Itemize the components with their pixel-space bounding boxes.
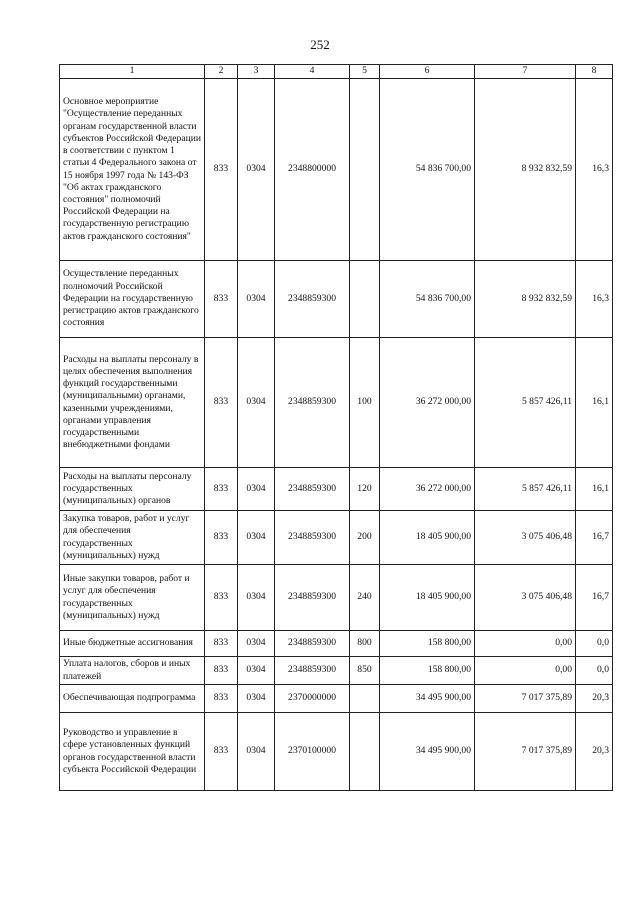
execution-percent: 16,7 — [576, 511, 613, 565]
plan-amount: 158 800,00 — [380, 631, 475, 657]
table-row — [60, 685, 613, 713]
expense-name: Основное мероприятие "Осуществление переданных органам государственной власти субъектов Российской Федерации в соответствии с пунктом 1 статьи 4 Федерального закона от 15 ноября 1997 года № 143-ФЗ "Об актах гражданского состояния" полномочий Российской Федерации на государственную регистрацию актов гражданского состояния" — [60, 79, 205, 261]
execution-percent: 16,3 — [576, 79, 613, 261]
plan-amount: 34 495 900,00 — [380, 713, 475, 791]
target-code: 2370000000 — [275, 685, 350, 713]
target-code: 2348859300 — [275, 631, 350, 657]
fact-amount: 5 857 426,11 — [475, 338, 576, 468]
column-header-8: 8 — [576, 65, 613, 79]
plan-amount: 34 495 900,00 — [380, 685, 475, 713]
column-header-1: 1 — [60, 65, 205, 79]
fact-amount: 8 932 832,59 — [475, 79, 576, 261]
target-code: 2348859300 — [275, 338, 350, 468]
fact-amount: 3 075 406,48 — [475, 511, 576, 565]
grbs-code: 833 — [205, 468, 238, 511]
execution-percent: 16,1 — [576, 468, 613, 511]
grbs-code: 833 — [205, 338, 238, 468]
table-row — [60, 657, 613, 685]
plan-amount: 36 272 000,00 — [380, 338, 475, 468]
fact-amount: 0,00 — [475, 631, 576, 657]
fact-amount: 7 017 375,89 — [475, 685, 576, 713]
table-row — [60, 468, 613, 511]
section-code: 0304 — [238, 565, 275, 631]
section-code: 0304 — [238, 261, 275, 338]
grbs-code: 833 — [205, 657, 238, 685]
column-header-5: 5 — [350, 65, 380, 79]
grbs-code: 833 — [205, 79, 238, 261]
table-row — [60, 713, 613, 791]
grbs-code: 833 — [205, 631, 238, 657]
grbs-code: 833 — [205, 261, 238, 338]
expense-name: Иные закупки товаров, работ и услуг для обеспечения государственных (муниципальных) нужд — [60, 565, 205, 631]
plan-amount: 54 836 700,00 — [380, 79, 475, 261]
expense-name: Расходы на выплаты персоналу в целях обеспечения выполнения функций государственными (муниципальными) органами, казенными учреждениями, органами управления государственными внебюджетными фондами — [60, 338, 205, 468]
plan-amount: 54 836 700,00 — [380, 261, 475, 338]
expense-name: Руководство и управление в сфере установленных функций органов государственной власти субъекта Российской Федерации — [60, 713, 205, 791]
plan-amount: 36 272 000,00 — [380, 468, 475, 511]
section-code: 0304 — [238, 657, 275, 685]
target-code: 2348859300 — [275, 468, 350, 511]
execution-percent: 20,3 — [576, 713, 613, 791]
target-code: 2348859300 — [275, 657, 350, 685]
expense-type-code: 850 — [350, 657, 380, 685]
table-row — [60, 261, 613, 338]
section-code: 0304 — [238, 338, 275, 468]
column-header-7: 7 — [475, 65, 576, 79]
expense-type-code — [350, 713, 380, 791]
section-code: 0304 — [238, 713, 275, 791]
target-code: 2348859300 — [275, 261, 350, 338]
table-row — [60, 338, 613, 468]
expense-type-code: 100 — [350, 338, 380, 468]
expense-name: Иные бюджетные ассигнования — [60, 631, 205, 657]
expense-name: Закупка товаров, работ и услуг для обеспечения государственных (муниципальных) нужд — [60, 511, 205, 565]
column-header-4: 4 — [275, 65, 350, 79]
grbs-code: 833 — [205, 565, 238, 631]
target-code: 2370100000 — [275, 713, 350, 791]
execution-percent: 16,1 — [576, 338, 613, 468]
expense-type-code — [350, 261, 380, 338]
budget-table — [59, 64, 613, 791]
expense-type-code — [350, 79, 380, 261]
execution-percent: 20,3 — [576, 685, 613, 713]
plan-amount: 18 405 900,00 — [380, 565, 475, 631]
column-header-2: 2 — [205, 65, 238, 79]
fact-amount: 0,00 — [475, 657, 576, 685]
expense-type-code: 800 — [350, 631, 380, 657]
target-code: 2348800000 — [275, 79, 350, 261]
section-code: 0304 — [238, 468, 275, 511]
target-code: 2348859300 — [275, 565, 350, 631]
table-row — [60, 631, 613, 657]
grbs-code: 833 — [205, 713, 238, 791]
section-code: 0304 — [238, 631, 275, 657]
grbs-code: 833 — [205, 685, 238, 713]
expense-type-code: 120 — [350, 468, 380, 511]
execution-percent: 0,0 — [576, 657, 613, 685]
fact-amount: 7 017 375,89 — [475, 713, 576, 791]
section-code: 0304 — [238, 511, 275, 565]
fact-amount: 5 857 426,11 — [475, 468, 576, 511]
column-header-3: 3 — [238, 65, 275, 79]
fact-amount: 8 932 832,59 — [475, 261, 576, 338]
plan-amount: 18 405 900,00 — [380, 511, 475, 565]
expense-name: Осуществление переданных полномочий Российской Федерации на государственную регистрацию актов гражданского состояния — [60, 261, 205, 338]
execution-percent: 16,3 — [576, 261, 613, 338]
section-code: 0304 — [238, 685, 275, 713]
page-number: 252 — [310, 37, 330, 52]
section-code: 0304 — [238, 79, 275, 261]
column-header-6: 6 — [380, 65, 475, 79]
expense-name: Обеспечивающая подпрограмма — [60, 685, 205, 713]
grbs-code: 833 — [205, 511, 238, 565]
execution-percent: 0,0 — [576, 631, 613, 657]
expense-name: Расходы на выплаты персоналу государственных (муниципальных) органов — [60, 468, 205, 511]
target-code: 2348859300 — [275, 511, 350, 565]
table-row — [60, 511, 613, 565]
plan-amount: 158 800,00 — [380, 657, 475, 685]
expense-name: Уплата налогов, сборов и иных платежей — [60, 657, 205, 685]
execution-percent: 16,7 — [576, 565, 613, 631]
expense-type-code: 240 — [350, 565, 380, 631]
expense-type-code: 200 — [350, 511, 380, 565]
fact-amount: 3 075 406,48 — [475, 565, 576, 631]
table-row — [60, 565, 613, 631]
expense-type-code — [350, 685, 380, 713]
column-number-row — [60, 65, 613, 79]
table-row — [60, 79, 613, 261]
